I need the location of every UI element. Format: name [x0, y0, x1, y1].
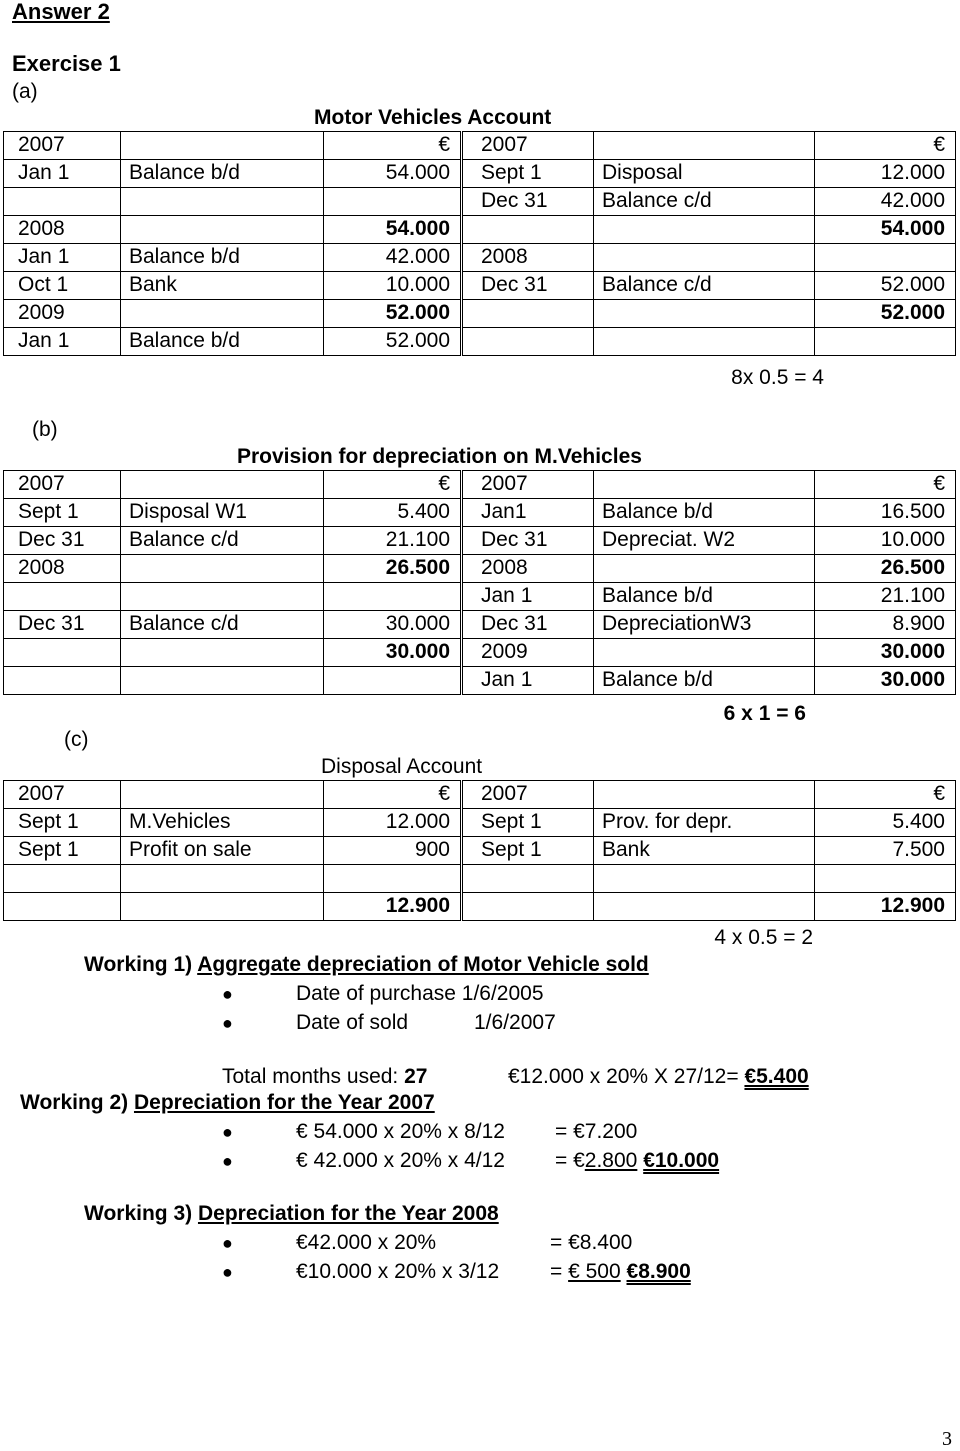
part-c-title: Disposal Account [321, 755, 483, 778]
credit-date-cell [462, 893, 594, 921]
debit-date-cell [4, 667, 121, 695]
credit-detail-cell [594, 132, 815, 160]
ledger-row [4, 300, 956, 328]
credit-date-cell: 2007 [462, 781, 594, 809]
debit-date-cell: Sept 1 [4, 809, 121, 837]
debit-amount-cell: 30.000 [324, 639, 462, 667]
credit-date-cell: Dec 31 [462, 527, 594, 555]
debit-detail-cell [121, 216, 324, 244]
credit-amount-cell: 30.000 [815, 667, 956, 695]
debit-date-cell: 2007 [4, 132, 121, 160]
working3-line1-calc: €42.000 x 20% [296, 1231, 437, 1254]
credit-amount-cell [815, 244, 956, 272]
working1-calc-line [508, 1065, 809, 1088]
part-a-title: Motor Vehicles Account [314, 106, 552, 129]
debit-detail-cell: Balance b/d [121, 328, 324, 356]
debit-detail-cell [121, 555, 324, 583]
credit-detail-cell [594, 639, 815, 667]
working3-line1-eq: = €8.400 [550, 1231, 633, 1254]
debit-amount-cell: € [324, 471, 462, 499]
ledger-row [4, 837, 956, 865]
credit-date-cell: Sept 1 [462, 837, 594, 865]
debit-detail-cell: Disposal W1 [121, 499, 324, 527]
credit-amount-cell: 5.400 [815, 809, 956, 837]
part-a-label: (a) [12, 80, 38, 103]
working2-line1-eq: = €7.200 [555, 1120, 638, 1143]
debit-date-cell: 2007 [4, 471, 121, 499]
working3-line2 [550, 1260, 691, 1283]
debit-detail-cell: M.Vehicles [121, 809, 324, 837]
credit-detail-cell: Prov. for depr. [594, 809, 815, 837]
credit-detail-cell: Depreciat. W2 [594, 527, 815, 555]
credit-detail-cell [594, 328, 815, 356]
working3-line2-calc: €10.000 x 20% x 3/12 [296, 1260, 500, 1283]
working1-calc: €12.000 x 20% X 27/12= [508, 1065, 739, 1088]
debit-date-cell: 2008 [4, 555, 121, 583]
working1-label: Working 1) [84, 953, 193, 976]
debit-date-cell: Oct 1 [4, 272, 121, 300]
part-c-label: (c) [64, 728, 89, 751]
credit-amount-cell: € [815, 132, 956, 160]
credit-detail-cell: Balance b/d [594, 499, 815, 527]
debit-date-cell [4, 639, 121, 667]
debit-detail-cell [121, 781, 324, 809]
credit-detail-cell [594, 244, 815, 272]
debit-amount-cell [324, 667, 462, 695]
ledger-row [4, 611, 956, 639]
debit-date-cell [4, 865, 121, 893]
ledger-row [4, 893, 956, 921]
credit-detail-cell: Bank [594, 837, 815, 865]
working2-line2-total: €10.000 [643, 1149, 720, 1172]
debit-amount-cell: 52.000 [324, 328, 462, 356]
part-b-title: Provision for depreciation on M.Vehicles [237, 445, 642, 468]
ledger-row [4, 244, 956, 272]
credit-detail-cell: DepreciationW3 [594, 611, 815, 639]
working1-result: €5.400 [744, 1065, 809, 1088]
credit-detail-cell: Balance b/d [594, 583, 815, 611]
debit-amount-cell: 10.000 [324, 272, 462, 300]
working2-line2-eq: = € [555, 1149, 585, 1172]
debit-date-cell: 2007 [4, 781, 121, 809]
debit-amount-cell: 52.000 [324, 300, 462, 328]
credit-amount-cell: € [815, 471, 956, 499]
page-heading: Answer 2 [12, 0, 110, 24]
debit-detail-cell: Profit on sale [121, 837, 324, 865]
credit-amount-cell: 21.100 [815, 583, 956, 611]
ledger-row [4, 216, 956, 244]
debit-detail-cell [121, 188, 324, 216]
working3-label: Working 3) [84, 1202, 193, 1225]
debit-date-cell: Sept 1 [4, 837, 121, 865]
credit-date-cell: 2009 [462, 639, 594, 667]
credit-amount-cell: 26.500 [815, 555, 956, 583]
credit-date-cell: 2007 [462, 132, 594, 160]
ledger-row [4, 583, 956, 611]
debit-amount-cell: 54.000 [324, 216, 462, 244]
debit-date-cell: Jan 1 [4, 328, 121, 356]
credit-date-cell: 2008 [462, 244, 594, 272]
credit-date-cell: 2007 [462, 471, 594, 499]
working1-total [222, 1065, 427, 1088]
debit-detail-cell [121, 865, 324, 893]
ledger-row [4, 527, 956, 555]
debit-amount-cell: 54.000 [324, 160, 462, 188]
credit-detail-cell: Disposal [594, 160, 815, 188]
working2-line1-calc: € 54.000 x 20% x 8/12 [296, 1120, 505, 1143]
ledger-row [4, 132, 956, 160]
working3-line2-total: €8.900 [626, 1260, 691, 1283]
part-b-label: (b) [32, 418, 58, 441]
debit-detail-cell [121, 639, 324, 667]
debit-amount-cell [324, 188, 462, 216]
working3-heading [84, 1202, 499, 1225]
ledger-row [4, 555, 956, 583]
working1-heading [84, 953, 649, 976]
working2-line2-calc: € 42.000 x 20% x 4/12 [296, 1149, 505, 1172]
debit-detail-cell: Balance b/d [121, 160, 324, 188]
debit-date-cell: Jan 1 [4, 244, 121, 272]
credit-detail-cell: Balance b/d [594, 667, 815, 695]
credit-amount-cell: 42.000 [815, 188, 956, 216]
credit-date-cell [462, 300, 594, 328]
credit-date-cell [462, 216, 594, 244]
motor-vehicles-ledger [3, 131, 956, 356]
debit-date-cell [4, 583, 121, 611]
credit-detail-cell [594, 865, 815, 893]
bullet-icon: ● [222, 1122, 233, 1142]
ledger-row [4, 471, 956, 499]
debit-date-cell: Sept 1 [4, 499, 121, 527]
bullet-icon: ● [222, 1151, 233, 1171]
credit-detail-cell [594, 216, 815, 244]
credit-amount-cell [815, 328, 956, 356]
credit-amount-cell: € [815, 781, 956, 809]
ledger-row [4, 188, 956, 216]
working2-line2-part: 2.800 [584, 1149, 638, 1172]
debit-detail-cell [121, 471, 324, 499]
part-c-marks: 4 x 0.5 = 2 [714, 926, 813, 949]
working1-purchase: Date of purchase 1/6/2005 [296, 982, 544, 1005]
credit-date-cell: Sept 1 [462, 160, 594, 188]
debit-detail-cell [121, 583, 324, 611]
working1-title: Aggregate depreciation of Motor Vehicle sold [197, 953, 649, 976]
ledger-row [4, 499, 956, 527]
working3-line2-part: € 500 [568, 1260, 621, 1283]
credit-detail-cell [594, 555, 815, 583]
credit-date-cell: Jan 1 [462, 583, 594, 611]
debit-amount-cell: 21.100 [324, 527, 462, 555]
working1-total-value: 27 [404, 1065, 428, 1088]
debit-amount-cell: 42.000 [324, 244, 462, 272]
working1-sold-label: Date of sold [296, 1011, 409, 1034]
disposal-ledger [3, 780, 956, 921]
working2-label: Working 2) [20, 1091, 129, 1114]
credit-amount-cell [815, 865, 956, 893]
credit-amount-cell: 54.000 [815, 216, 956, 244]
debit-detail-cell [121, 667, 324, 695]
credit-date-cell: Jan1 [462, 499, 594, 527]
working1-total-label: Total months used: [222, 1065, 399, 1088]
debit-date-cell: 2009 [4, 300, 121, 328]
debit-detail-cell [121, 893, 324, 921]
debit-amount-cell [324, 865, 462, 893]
credit-date-cell [462, 328, 594, 356]
debit-detail-cell [121, 132, 324, 160]
credit-detail-cell [594, 781, 815, 809]
debit-detail-cell: Balance c/d [121, 611, 324, 639]
ledger-row [4, 272, 956, 300]
debit-amount-cell: € [324, 781, 462, 809]
credit-amount-cell: 16.500 [815, 499, 956, 527]
debit-date-cell [4, 893, 121, 921]
credit-amount-cell: 12.000 [815, 160, 956, 188]
credit-amount-cell: 52.000 [815, 300, 956, 328]
credit-date-cell: 2008 [462, 555, 594, 583]
debit-date-cell [4, 188, 121, 216]
credit-amount-cell: 10.000 [815, 527, 956, 555]
working1-sold-date: 1/6/2007 [474, 1011, 556, 1034]
part-b-marks: 6 x 1 = 6 [723, 702, 806, 725]
credit-detail-cell [594, 893, 815, 921]
debit-amount-cell: 900 [324, 837, 462, 865]
credit-date-cell: Dec 31 [462, 272, 594, 300]
credit-date-cell: Jan 1 [462, 667, 594, 695]
credit-date-cell: Dec 31 [462, 188, 594, 216]
credit-date-cell [462, 865, 594, 893]
provision-depreciation-ledger [3, 470, 956, 695]
ledger-row [4, 667, 956, 695]
page-number: 3 [942, 1428, 952, 1450]
debit-amount-cell: 5.400 [324, 499, 462, 527]
working3-title: Depreciation for the Year 2008 [197, 1202, 499, 1225]
debit-date-cell: Jan 1 [4, 160, 121, 188]
bullet-icon: ● [222, 1013, 233, 1033]
debit-amount-cell: 12.000 [324, 809, 462, 837]
working2-title: Depreciation for the Year 2007 [133, 1091, 435, 1114]
credit-amount-cell: 30.000 [815, 639, 956, 667]
debit-detail-cell: Balance c/d [121, 527, 324, 555]
ledger-row [4, 639, 956, 667]
debit-detail-cell: Bank [121, 272, 324, 300]
working3-line2-eq: = [550, 1260, 563, 1283]
debit-amount-cell: 26.500 [324, 555, 462, 583]
bullet-icon: ● [222, 1233, 233, 1253]
debit-amount-cell: 12.900 [324, 893, 462, 921]
credit-detail-cell: Balance c/d [594, 272, 815, 300]
working2-line2 [555, 1149, 719, 1172]
credit-date-cell: Sept 1 [462, 809, 594, 837]
debit-detail-cell [121, 300, 324, 328]
debit-amount-cell: € [324, 132, 462, 160]
credit-amount-cell: 12.900 [815, 893, 956, 921]
credit-amount-cell: 8.900 [815, 611, 956, 639]
debit-date-cell: 2008 [4, 216, 121, 244]
ledger-row [4, 809, 956, 837]
ledger-row [4, 781, 956, 809]
credit-amount-cell: 52.000 [815, 272, 956, 300]
debit-amount-cell [324, 583, 462, 611]
debit-date-cell: Dec 31 [4, 611, 121, 639]
debit-date-cell: Dec 31 [4, 527, 121, 555]
working2-heading [20, 1091, 435, 1114]
bullet-icon: ● [222, 984, 233, 1004]
debit-amount-cell: 30.000 [324, 611, 462, 639]
credit-detail-cell: Balance c/d [594, 188, 815, 216]
credit-date-cell: Dec 31 [462, 611, 594, 639]
ledger-row [4, 865, 956, 893]
ledger-row [4, 328, 956, 356]
credit-amount-cell: 7.500 [815, 837, 956, 865]
credit-detail-cell [594, 300, 815, 328]
bullet-icon: ● [222, 1262, 233, 1282]
exercise-title: Exercise 1 [12, 51, 121, 76]
debit-detail-cell: Balance b/d [121, 244, 324, 272]
part-a-marks: 8x 0.5 = 4 [731, 366, 824, 389]
credit-detail-cell [594, 471, 815, 499]
ledger-row [4, 160, 956, 188]
